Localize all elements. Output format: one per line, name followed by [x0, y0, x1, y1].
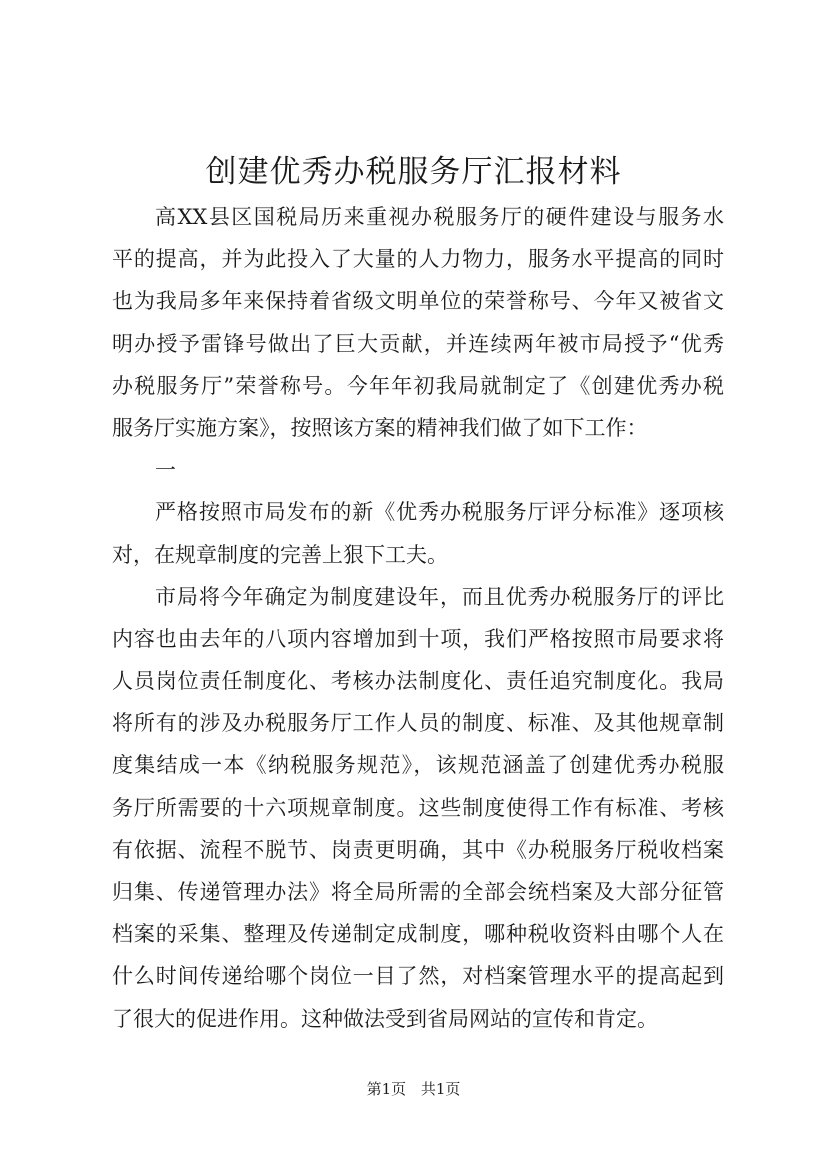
body-line: 人员岗位责任制度化、考核办法制度化、责任追究制度化。我局: [112, 669, 724, 694]
body-line: 将所有的涉及办税服务厅工作人员的制度、标准、及其他规章制: [112, 711, 724, 736]
body-line: 有依据、流程不脱节、岗责更明确，其中《办税服务厅税收档案: [112, 837, 724, 862]
body-line: 归集、传递管理办法》将全局所需的全部会统档案及大部分征管: [112, 880, 724, 904]
body-line: 了很大的促进作用。这种做法受到省局网站的宣传和肯定。: [112, 1006, 658, 1031]
body-line: 高XX县区国税局历来重视办税服务厅的硬件建设与服务水: [155, 205, 724, 229]
body-line: 也为我局多年来保持着省级文明单位的荣誉称号、今年又被省文: [112, 289, 724, 314]
body-line: 严格按照市局发布的新《优秀办税服务厅评分标准》逐项核: [155, 500, 724, 525]
document-title: 创建优秀办税服务厅汇报材料: [205, 154, 622, 190]
body-line: 档案的采集、整理及传递制定成制度，哪种税收资料由哪个人在: [112, 922, 724, 947]
body-line: 服务厅实施方案》，按照该方案的精神我们做了如下工作：: [112, 415, 648, 440]
body-line: 市局将今年确定为制度建设年，而且优秀办税服务厅的评比: [155, 584, 724, 609]
body-line: 度集结成一本《纳税服务规范》，该规范涵盖了创建优秀办税服: [112, 753, 724, 778]
body-line: 平的提高，并为此投入了大量的人力物力，服务水平提高的同时: [112, 247, 724, 272]
body-line: 什么时间传递给哪个岗位一目了然，对档案管理水平的提高起到: [112, 964, 724, 989]
body-line: 明办授予雷锋号做出了巨大贡献，并连续两年被市局授予“优秀: [112, 331, 724, 356]
body-line: 对，在规章制度的完善上狠下工夫。: [112, 542, 448, 567]
body-line: 办税服务厅”荣誉称号。今年年初我局就制定了《创建优秀办税: [112, 373, 724, 398]
body-line: 务厅所需要的十六项规章制度。这些制度使得工作有标准、考核: [112, 795, 724, 820]
document-body: [112, 196, 724, 1040]
page-footer: [0, 1078, 827, 1099]
page-number: 第1页: [366, 1080, 407, 1098]
page-total: 共1页: [420, 1080, 461, 1098]
section-heading: 一: [155, 458, 176, 483]
body-line: 内容也由去年的八项内容增加到十项，我们严格按照市局要求将: [112, 626, 724, 651]
